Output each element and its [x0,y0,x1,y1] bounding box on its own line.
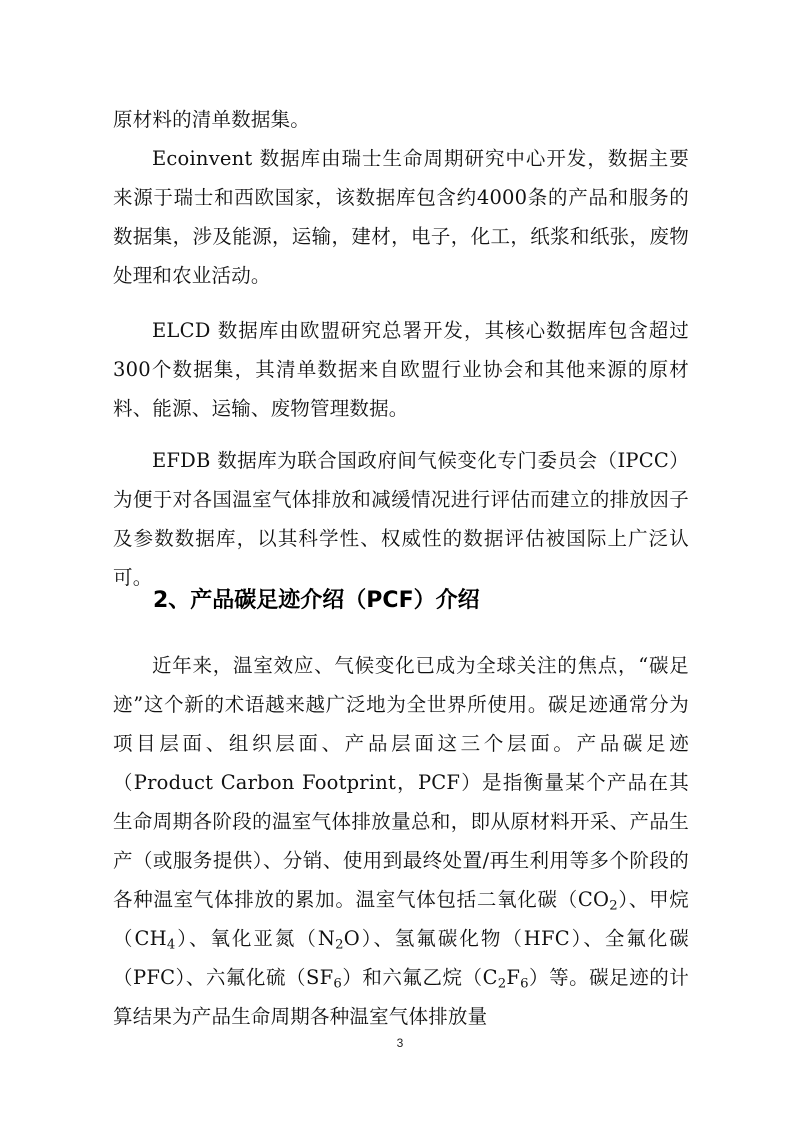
page-number: 3 [396,1036,404,1050]
pcf-text-6: F [506,966,521,989]
sf6-subscript: 6 [333,976,342,992]
c2f6-subscript-f: 6 [520,976,529,992]
pcf-text-2: ）、甲烷（CH [113,888,689,950]
pcf-text-7: ）等。碳足迹的计算结果为产品生命周期各种温室气体排放量 [113,966,690,1028]
paragraph-continuation: 原材料的清单数据集。 [113,108,311,131]
pcf-text-4: O）、氢氟碳化物（HFC）、全氟化碳（PFC）、六氟化硫（SF [113,927,689,989]
section-heading: 2、产品碳足迹介绍（PCF）介绍 [153,588,480,613]
co2-subscript: 2 [609,898,618,914]
paragraph-pcf [113,646,689,1036]
pcf-text-5: ）和六氟乙烷（C [341,966,498,989]
pcf-text-1: 近年来，温室效应、气候变化已成为全球关注的焦点，“碳足迹”这个新的术语越来越广泛地为全世界所使用。碳足迹通常分为项目层面、组织层面、产品层面这三个层面。产品碳足迹（Product Carbon Footprint，PCF）是指衡量某个产品在其生命周期各阶段的温室气体排放量总和，即从原材料开采、产品生产（或服务提供）、分销、使用到最终处置/再生利用等多个阶段的各种温室气体排放的累加。温室气体包括二氧化碳（CO [113,654,689,911]
pcf-text-3: ）、氧化亚氮（N [175,927,336,950]
paragraph-elcd: ELCD 数据库由欧盟研究总署开发，其核心数据库包含超过 300个数据集，其清单数据来自欧盟行业协会和其他来源的原材料、能源、运输、废物管理数据。 [113,319,689,420]
paragraph-ecoinvent: Ecoinvent 数据库由瑞士生命周期研究中心开发，数据主要来源于瑞士和西欧国家，该数据库包含约4000条的产品和服务的数据集，涉及能源，运输，建材，电子，化工，纸浆和纸张，废物处理和农业活动。 [113,147,689,287]
ch4-subscript: 4 [166,937,176,953]
c2f6-subscript-c: 2 [497,976,507,992]
paragraph-efdb: EFDB 数据库为联合国政府间气候变化专门委员会（IPCC）为便于对各国温室气体排放和减缓情况进行评估而建立的排放因子及参数数据库，以其科学性、权威性的数据评估被国际上广泛认可。 [113,449,689,589]
n2o-subscript: 2 [335,937,344,953]
